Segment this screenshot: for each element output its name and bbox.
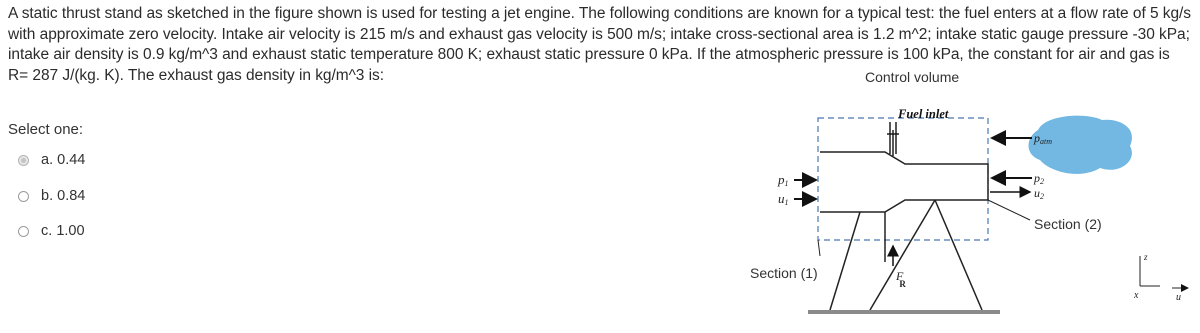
option-c[interactable] — [18, 221, 85, 241]
axis-x-label: x — [1134, 290, 1139, 301]
u1-label: u1 — [778, 191, 789, 207]
section2-leader — [988, 200, 1030, 220]
control-volume-label: Control volume — [865, 69, 960, 85]
option-a[interactable] — [18, 150, 85, 170]
option-a-radio[interactable] — [18, 155, 29, 166]
section1-label: Section (1) — [750, 265, 818, 281]
control-volume-boundary — [818, 118, 988, 240]
fr-label: F R — [896, 269, 906, 289]
stand-frame — [830, 200, 982, 310]
select-one-label: Select one: — [8, 121, 84, 138]
section1-leader — [818, 240, 820, 256]
option-b-letter: b. — [41, 188, 54, 204]
section2-label: Section (2) — [1034, 216, 1102, 232]
patm-label: patm — [1034, 131, 1052, 146]
thrust-stand-figure — [720, 60, 1200, 333]
question-text: A static thrust stand as sketched in the figure shown is used for testing a jet engine. The following conditions are known for a typical test: the fuel enters at a flow rate of 5 kg/s with approximate zero velocity. Intake air velocity is 215 m/s and exhaust gas velocity is 500 m/s; intake cross-sectional area is 1.2 m^2; intake static gauge pressure -30 kPa; intake air density is 0.9 kg/m^3 and exhaust static temperature 800 K; exhaust static pressure 0 kPa. If the atmospheric pressure is 100 kPa, the constant for air and gas is R= 287 J/(kg. K). The exhaust gas density in kg/m^3 is: — [8, 5, 1192, 84]
u2-label: u2 — [1034, 186, 1044, 201]
fuel-inlet-pipe — [887, 122, 899, 156]
option-c-value: 1.00 — [56, 223, 85, 239]
axis-z-label: z — [1144, 252, 1148, 262]
engine-body — [820, 152, 988, 212]
option-b-radio[interactable] — [18, 191, 29, 202]
option-a-letter: a. — [41, 152, 54, 168]
p1-label: p1 — [778, 172, 789, 188]
ground-plate — [808, 310, 1000, 314]
option-c-radio[interactable] — [18, 226, 29, 237]
option-a-value: 0.44 — [57, 152, 86, 168]
p2-label: p2 — [1034, 171, 1044, 186]
axis-u-label: u — [1176, 292, 1181, 303]
fuel-inlet-label: Fuel inlet — [898, 107, 949, 121]
option-c-letter: c. — [41, 223, 53, 239]
option-b[interactable] — [18, 186, 85, 206]
option-b-value: 0.84 — [57, 188, 86, 204]
